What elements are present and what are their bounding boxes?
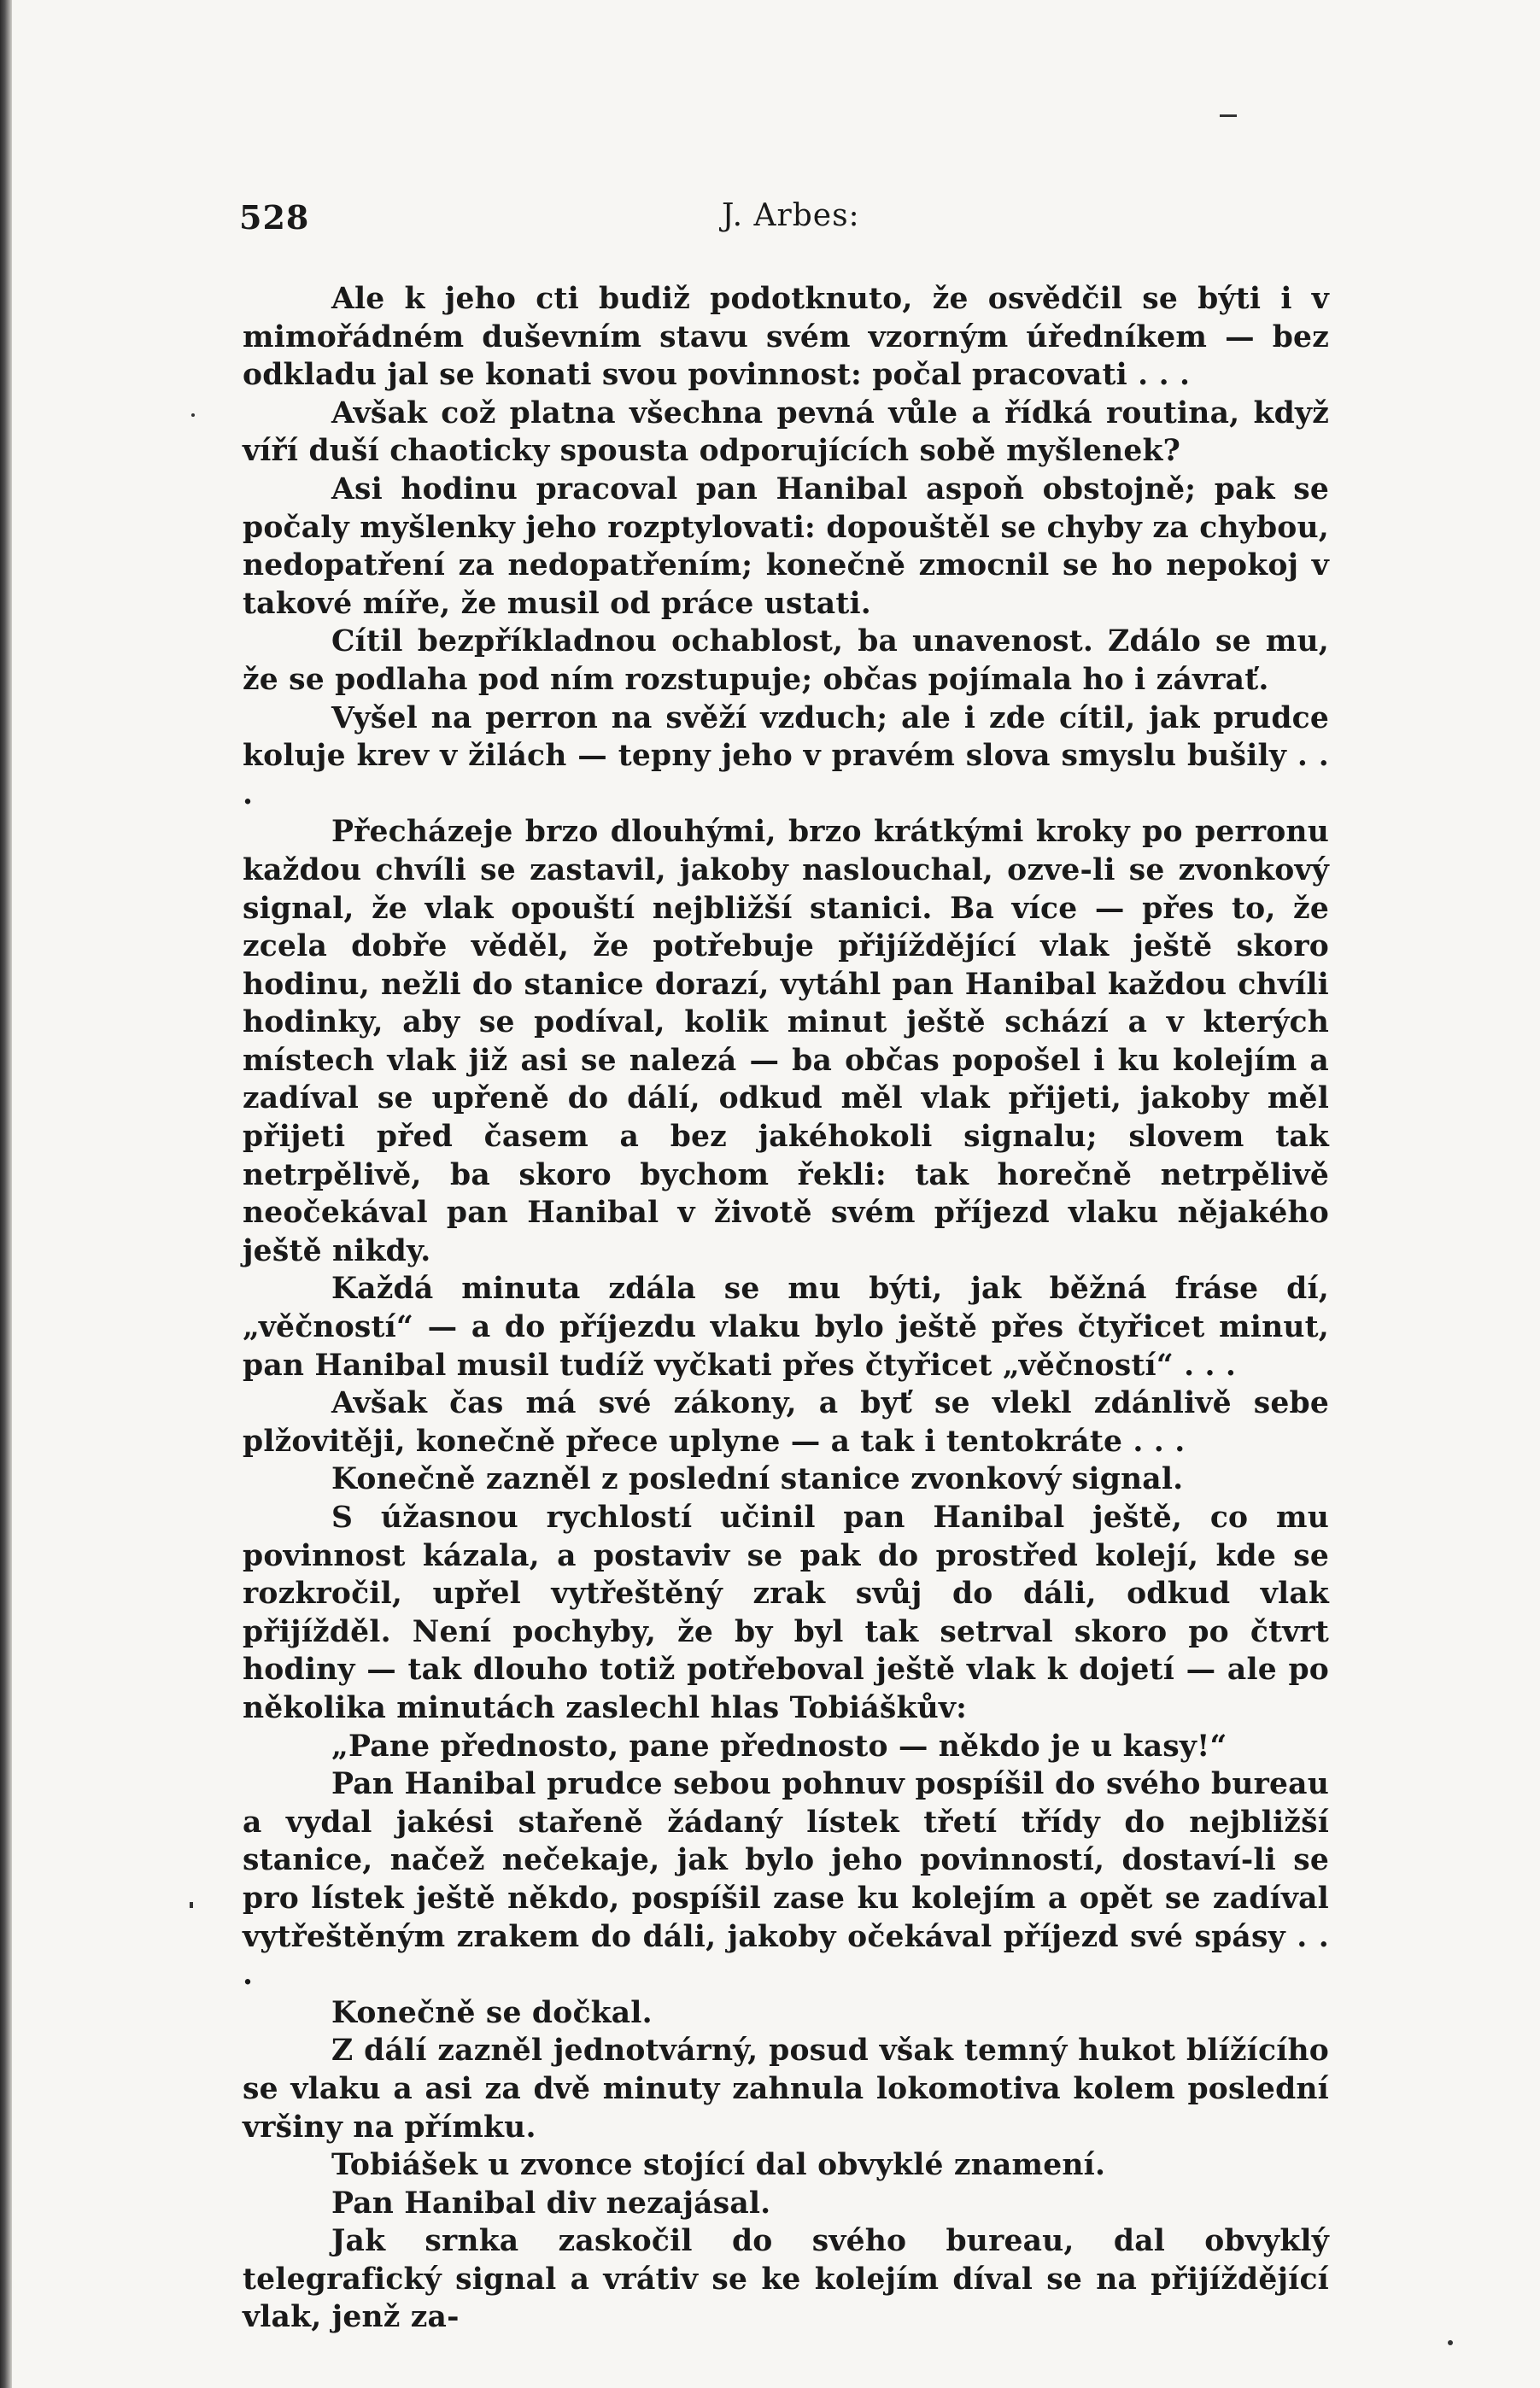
paragraph: Přecházeje brzo dlouhými, brzo krátkými kroky po perronu každou chvíli se zastavil, jakoby naslouchal, ozve-li se zvonkový signal, že vlak opouští nejbližší stanici. Ba více — přes to, že zcela dobře věděl, že potřebuje přijíždějící vlak ještě skoro hodinu, nežli do stanice dorazí, vytáhl pan Hanibal každou chvíli hodinky, aby se podíval, kolik minut ještě schází a v kterých místech vlak již asi se nalezá — ba občas popošel i ku kolejím a zadíval se upřeně do dálí, odkud měl vlak přijeti, jakoby měl přijeti před časem a bez jakéhokoli signalu; slovem tak netrpělivě, ba skoro bychom řekli: tak horečně netrpělivě neočekával pan Hanibal v životě svém příjezd vlaku nějakého ještě nikdy. — [243, 815, 1329, 1268]
paragraph: Pan Hanibal div nezajásal. — [331, 2186, 771, 2221]
scan-speck — [1448, 2340, 1453, 2345]
paragraph: Asi hodinu pracoval pan Hanibal aspoň obstojně; pak se počaly myšlenky jeho rozptylovati: dopouštěl se chyby za chybou, nedopatření za nedopatřením; konečně zmocnil se ho nepokoj v takové míře, že musil od práce ustati. — [243, 471, 1329, 621]
paragraph: Tobiášek u zvonce stojící dal obvyklé znamení. — [331, 2148, 1106, 2183]
paragraph: Cítil bezpříkladnou ochablost, ba unavenost. Zdálo se mu, že se podlaha pod ním rozstupuje; občas pojímala ho i závrať. — [243, 624, 1329, 697]
paragraph: Ale k jeho cti budiž podotknuto, že osvědčil se býti i v mimořádném duševním stavu svém vzorným úředníkem — bez odkladu jal se konati svou povinnost: počal pracovati . . . — [243, 282, 1329, 393]
paragraph: S úžasnou rychlostí učinil pan Hanibal ještě, co mu povinnost kázala, a postaviv se pak do prostřed kolejí, kde se rozkročil, upřel vytřeštěný zrak svůj do dáli, odkud vlak přijížděl. Není pochyby, že by byl tak setrval skoro po čtvrt hodiny — tak dlouho totiž potřeboval ještě vlak k dojetí — ale po několika minutách zaslechl hlas Tobiáškův: — [243, 1501, 1329, 1725]
body-text — [243, 280, 1329, 2337]
page-header — [239, 198, 1332, 241]
paragraph: Konečně zazněl z poslední stanice zvonkový signal. — [331, 1462, 1184, 1497]
paragraph: Z dálí zazněl jednotvárný, posud však temný hukot blížícího se vlaku a asi za dvě minuty zahnula lokomotiva kolem poslední vršiny na přímku. — [243, 2034, 1329, 2145]
paragraph: Pan Hanibal prudce sebou pohnuv pospíšil do svého bureau a vydal jakési stařeně žádaný lístek třetí třídy do nejbližší stanice, načež nečekaje, jak bylo jeho povinností, dostaví-li se pro lístek ještě někdo, pospíšil zase ku kolejím a opět se zadíval vytřeštěným zrakem do dáli, jakoby očekával příjezd své spásy . . . — [243, 1767, 1329, 1993]
paragraph: „Pane přednosto, pane přednosto — někdo je u kasy!“ — [331, 1729, 1227, 1764]
scan-speck — [1220, 114, 1237, 117]
paragraph: Avšak čas má své zákony, a byť se vlekl zdánlivě sebe plžovitěji, konečně přece uplyne — a tak i tentokráte . . . — [243, 1386, 1329, 1459]
scan-binding-edge — [0, 0, 12, 2388]
running-head: J. Arbes: — [722, 198, 860, 233]
page-number: 528 — [239, 198, 310, 237]
paragraph: Vyšel na perron na svěží vzduch; ale i zde cítil, jak prudce koluje krev v žilách — tepny jeho v pravém slova smyslu bušily . . . — [243, 700, 1329, 811]
paragraph: Avšak což platna všechna pevná vůle a řídká routina, když víří duší chaoticky spousta odporujících sobě myšlenek? — [243, 395, 1329, 469]
paragraph: Jak srnka zaskočil do svého bureau, dal obvyklý telegrafický signal a vrátiv se ke kolejím díval se na přijíždějící vlak, jenž za- — [243, 2224, 1329, 2335]
scan-speck — [191, 413, 195, 417]
paragraph: Každá minuta zdála se mu býti, jak běžná fráse dí, „věčností“ — a do příjezdu vlaku bylo ještě přes čtyřicet minut, pan Hanibal musil tudíž vyčkati přes čtyřicet „věčností“ . . . — [243, 1272, 1329, 1383]
scan-speck — [190, 1902, 193, 1908]
paragraph: Konečně se dočkal. — [331, 1995, 653, 2030]
